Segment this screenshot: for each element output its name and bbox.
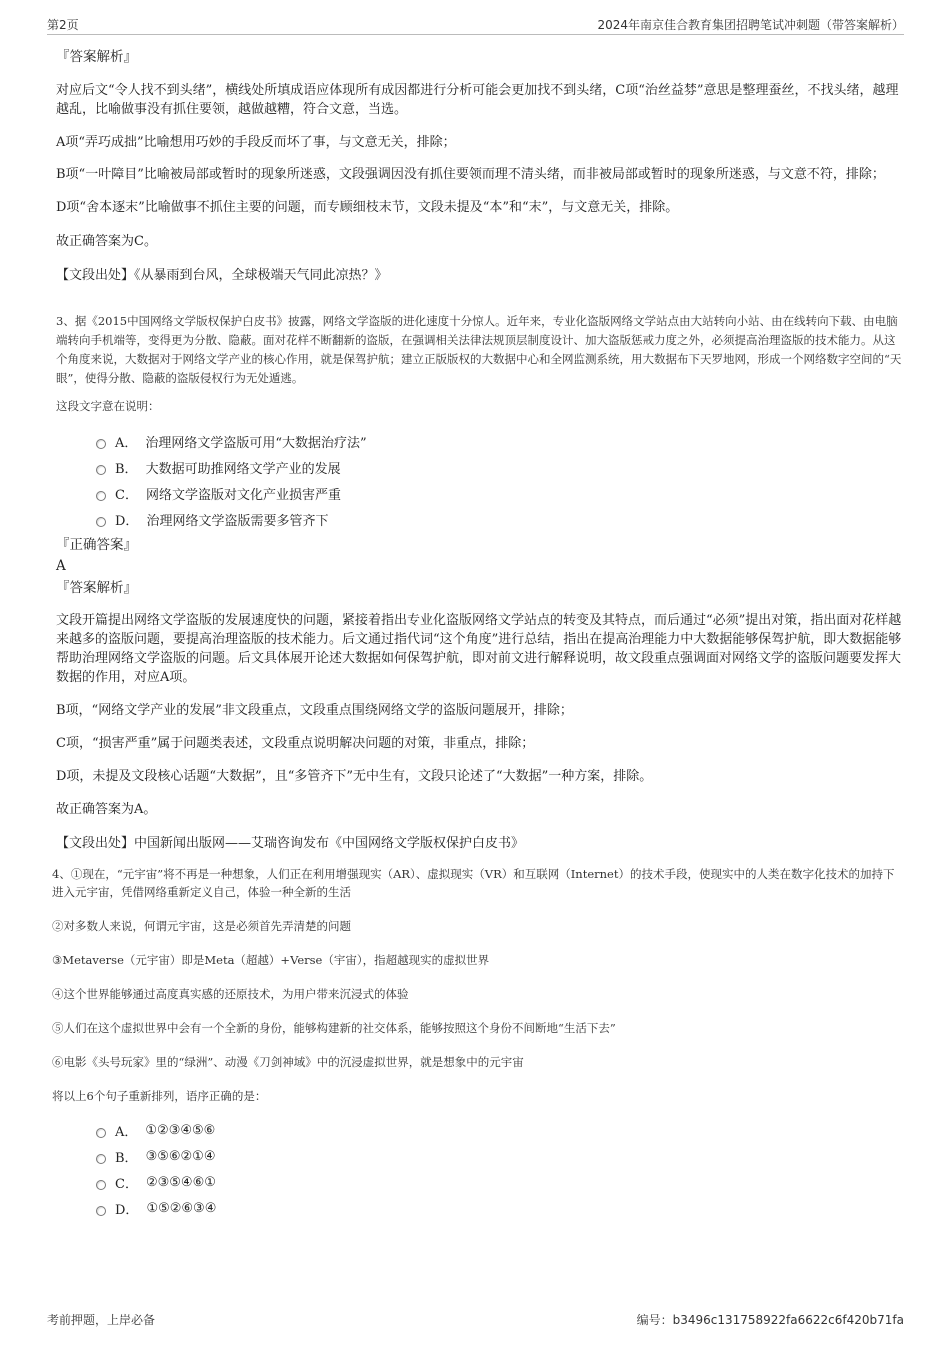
q3-options [96,428,904,532]
q2-analysis-para: D项“舍本逐末”比喻做事不抓住主要的问题，而专顾细枝末节，文段未提及“本”和“末”，与文意无关，排除。 [56,200,679,215]
q3-option-b[interactable]: B． 大数据可助推网络文学产业的发展 [96,454,904,480]
q3-analysis-para: D项，未提及文段核心话题“大数据”，且“多管齐下”无中生有，文段只论述了“大数据”一种方案，排除。 [56,769,653,784]
q3-analysis-tag: 『答案解析』 [56,580,137,596]
q4-sentence: ⑥电影《头号玩家》里的“绿洲”、动漫《刀剑神域》中的沉浸虚拟世界，就是想象中的元宇宙 [52,1055,524,1069]
radio-icon[interactable] [96,1154,106,1164]
q4-sentence: ③Metaverse（元宇宙）即是Meta（超越）+Verse（宇宙），指超越现实的虚拟世界 [52,953,490,967]
radio-icon[interactable] [96,517,106,527]
radio-icon[interactable] [96,491,106,501]
footer-slogan: 考前押题，上岸必备 [47,1313,156,1327]
q3-conclusion: 故正确答案为A。 [56,802,157,817]
page-header [47,14,904,35]
q4-sentence: ④这个世界能够通过高度真实感的还原技术，为用户带来沉浸式的体验 [52,987,409,1001]
q2-conclusion: 故正确答案为C。 [56,234,157,249]
radio-icon[interactable] [96,465,106,475]
radio-icon[interactable] [96,1180,106,1190]
q3-analysis-para: C项，“损害严重”属于问题类表述，文段重点说明解决问题的对策，非重点，排除； [56,736,535,751]
q4-option-a[interactable]: A． ①②③④⑤⑥ [96,1117,904,1143]
q2-source: 【文段出处】《从暴雨到台风，全球极端天气同此凉热？》 [56,268,388,283]
document-title: 2024年南京佳合教育集团招聘笔试冲刺题（带答案解析） [597,18,904,32]
q3-source: 【文段出处】中国新闻出版网——艾瑞咨询发布《中国网络文学版权保护白皮书》 [56,836,525,851]
q4-sentence: 4、①现在，“元宇宙”将不再是一种想象，人们正在利用增强现实（AR）、虚拟现实（VR）和互联网（Internet）的技术手段，使现实中的人类在数字化技术的加持下进入元宇宙，凭借网络重新定义自己，体验一种全新的生活 [52,867,895,899]
q2-analysis-para: B项“一叶障目”比喻被局部或暂时的现象所迷惑，文段强调因没有抓住要领而理不清头绪，而非被局部或暂时的现象所迷惑，与文意不符，排除； [56,167,885,182]
page-content [52,48,904,1221]
q3-option-c[interactable]: C． 网络文学盗版对文化产业损害严重 [96,480,904,506]
footer-serial: 编号：b3496c131758922fa6622c6f420b71fa [636,1313,904,1327]
page-number: 第2页 [47,18,79,32]
q4-sentence: ⑤人们在这个虚拟世界中会有一个全新的身份，能够构建新的社交体系，能够按照这个身份不间断地“生活下去” [52,1021,616,1035]
radio-icon[interactable] [96,1128,106,1138]
q3-stem: 3、据《2015中国网络文学版权保护白皮书》披露，网络文学盗版的进化速度十分惊人。近年来，专业化盗版网络文学站点由大站转向小站、由在线转向下载、由电脑端转向手机端等，变得更为分散、隐蔽。面对花样不断翻新的盗版，在强调相关法律法规顶层制度设计、加大盗版惩戒力度之外，必须提高治理盗版的技术能力。从这个角度来说，大数据对于网络文学产业的核心作用，就是保驾护航；建立正版版权的大数据中心和全网监测系统，用大数据布下天罗地网，形成一个网络数字空间的“天眼”，使得分散、隐蔽的盗版侵权行为无处遁逃。 [56,314,902,385]
q4-prompt: 将以上6个句子重新排列，语序正确的是： [52,1089,267,1103]
q4-option-d[interactable]: D． ①⑤②⑥③④ [96,1195,904,1221]
q3-option-a[interactable]: A． 治理网络文学盗版可用“大数据治疗法” [96,428,904,454]
radio-icon[interactable] [96,1206,106,1216]
q2-analysis-para: A项“弄巧成拙”比喻想用巧妙的手段反而坏了事，与文意无关，排除； [56,135,456,150]
q3-option-d[interactable]: D． 治理网络文学盗版需要多管齐下 [96,506,904,532]
q4-sentence: ②对多数人来说，何谓元宇宙，这是必须首先弄清楚的问题 [52,919,351,933]
q2-analysis-para: 对应后文“令人找不到头绪”，横线处所填成语应体现所有成因都进行分析可能会更加找不到头绪，C项“治丝益棼”意思是整理蚕丝，不找头绪，越理越乱，比喻做事没有抓住要领，越做越糟，符合文意，当选。 [56,83,899,117]
q3-answer-tag: 『正确答案』 [56,537,137,553]
q4-option-c[interactable]: C． ②③⑤④⑥① [96,1169,904,1195]
q3-analysis-para: B项，“网络文学产业的发展”非文段重点，文段重点围绕网络文学的盗版问题展开，排除； [56,703,573,718]
q4-option-b[interactable]: B． ③⑤⑥②①④ [96,1143,904,1169]
q3-analysis-para: 文段开篇提出网络文学盗版的发展速度快的问题，紧接着指出专业化盗版网络文学站点的转变及其特点，而后通过“必须”提出对策，指出面对花样越来越多的盗版问题，要提高治理盗版的技术能力。后文通过指代词“这个角度”进行总结，指出在提高治理能力中大数据能够保驾护航，即大数据能够帮助治理网络文学盗版的问题。后文具体展开论述大数据如何保驾护航，即对前文进行解释说明，故文段重点强调面对网络文学的盗版问题要发挥大数据的作用，对应A项。 [56,613,902,685]
q2-analysis-tag: 『答案解析』 [56,49,137,65]
q3-answer: A [56,558,66,574]
q3-prompt: 这段文字意在说明： [56,399,160,413]
radio-icon[interactable] [96,439,106,449]
q4-options [96,1117,904,1221]
